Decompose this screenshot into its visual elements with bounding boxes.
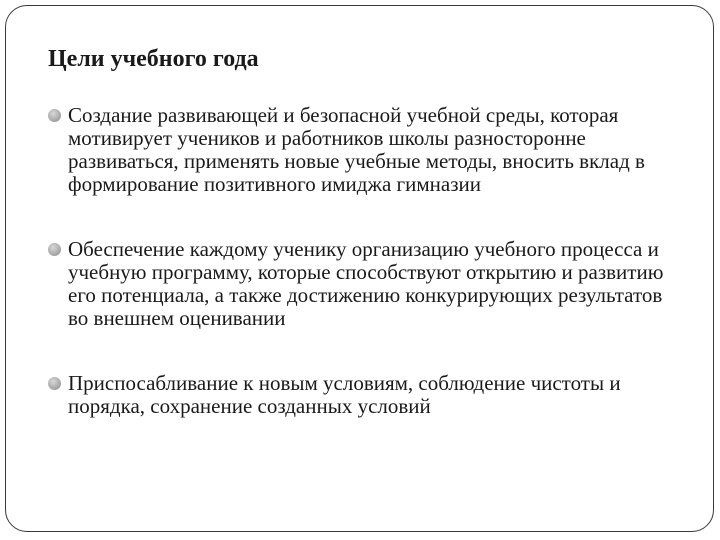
bullet-item-1 xyxy=(48,104,668,196)
bullet-item-2 xyxy=(48,238,668,330)
bullet-list xyxy=(48,104,668,418)
bullet-text-1: Создание развивающей и безопасной учебной среды, которая мотивирует учеников и работников школы разносторонне развиваться, применять новые учебные методы, вносить вклад в формирование позитивного имиджа гимназии xyxy=(68,103,645,196)
bullet-dot-icon xyxy=(48,109,61,122)
bullet-text-2: Обеспечение каждому ученику организацию учебного процесса и учебную программу, которые способствуют открытию и развитию его потенциала, а также достижению конкурирующих результатов во внешнем оценивании xyxy=(68,237,664,330)
bullet-text-3: Приспосабливание к новым условиям, соблюдение чистоты и порядка, сохранение созданных условий xyxy=(68,371,621,418)
bullet-dot-icon xyxy=(48,243,61,256)
slide-title: Цели учебного года xyxy=(48,46,259,72)
bullet-dot-icon xyxy=(48,377,61,390)
bullet-item-3 xyxy=(48,372,668,418)
